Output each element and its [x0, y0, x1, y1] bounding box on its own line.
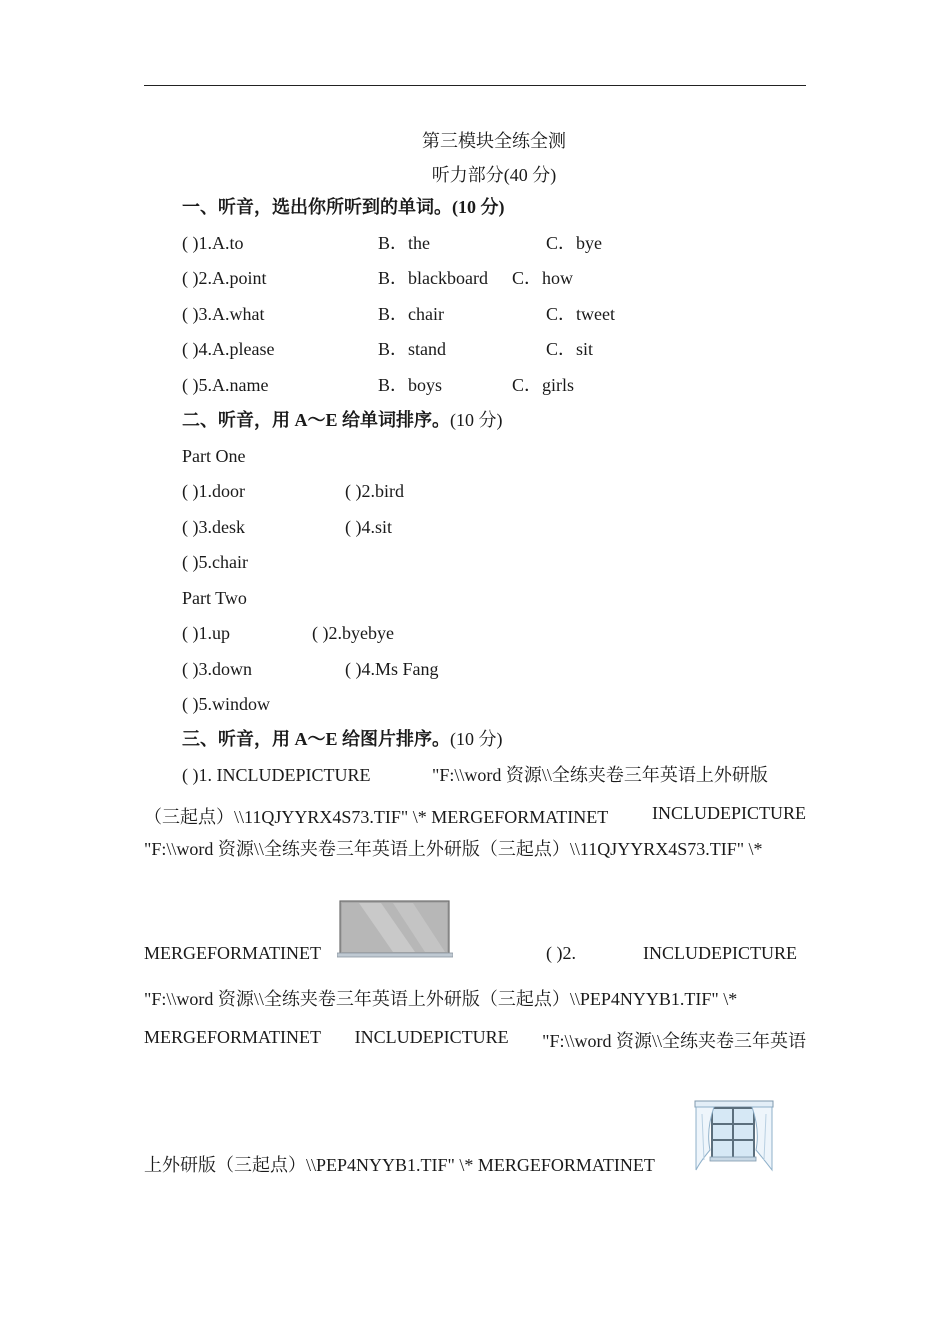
p1-item-3: ( )3.desk: [182, 517, 245, 537]
section2-heading-a: 二、听音，用: [182, 410, 295, 430]
section3-heading-range: A～E: [294, 729, 338, 749]
window-picture: [692, 1100, 776, 1172]
s3-line4-mid: ( )2.: [546, 943, 576, 963]
s3-line6-c: "F:\\word 资源\\全练夹卷三年英语: [542, 1031, 806, 1051]
p1-item-1: ( )1.door: [182, 481, 245, 501]
q1-option-b: B．the: [378, 233, 430, 253]
part-one-label: Part One: [182, 446, 246, 466]
s3-line7: 上外研版（三起点）\\PEP4NYYB1.TIF" \* MERGEFORMATINET: [144, 1155, 655, 1175]
section2-heading: [182, 411, 503, 429]
q5-option-c: C．girls: [512, 375, 575, 395]
section2-heading-range: A～E: [294, 410, 338, 430]
q3-option-a: ( )3.A.what: [182, 304, 265, 324]
s3-line1-right: "F:\\word 资源\\全练夹卷三年英语上外研版: [432, 765, 768, 785]
page-subtitle: 听力部分(40 分): [431, 165, 557, 185]
s3-line1-left: ( )1. INCLUDEPICTURE: [182, 765, 371, 785]
section2-heading-points: (10 分): [450, 410, 503, 430]
q5-option-a: ( )5.A.name: [182, 375, 269, 395]
p2-item-4: ( )4.Ms Fang: [345, 659, 439, 679]
page-title: 第三模块全练全测: [422, 131, 566, 151]
s3-line6: [144, 1027, 806, 1053]
s3-line6-a: MERGEFORMATINET: [144, 1027, 322, 1047]
s3-line4-left: MERGEFORMATINET: [144, 943, 322, 963]
p1-item-2: ( )2.bird: [345, 481, 404, 501]
q1-option-a: ( )1.A.to: [182, 233, 244, 253]
q5-option-b: B．boys: [378, 375, 443, 395]
s3-line5: "F:\\word 资源\\全练夹卷三年英语上外研版（三起点）\\PEP4NYYB1.TIF" \*: [144, 989, 738, 1009]
q3-option-c: C．tweet: [546, 304, 615, 324]
section3-heading-c: 给图片排序。: [337, 729, 451, 749]
s3-line4-right: INCLUDEPICTURE: [643, 943, 797, 963]
q4-option-c: C．sit: [546, 339, 594, 359]
s3-line2-right: INCLUDEPICTURE: [652, 803, 806, 823]
s3-line6-b: INCLUDEPICTURE: [354, 1027, 509, 1047]
p2-item-3: ( )3.down: [182, 659, 252, 679]
q4-option-a: ( )4.A.please: [182, 339, 275, 359]
section3-heading: [182, 730, 503, 748]
p2-item-1: ( )1.up: [182, 623, 230, 643]
s3-line2: [144, 803, 806, 829]
section1-heading: 一、听音，选出你所听到的单词。(10 分): [182, 197, 505, 217]
s3-line3: "F:\\word 资源\\全练夹卷三年英语上外研版（三起点）\\11QJYYRX4S73.TIF" \*: [144, 839, 763, 859]
q3-option-b: B．chair: [378, 304, 444, 324]
part-two-label: Part Two: [182, 588, 247, 608]
q1-option-c: C．bye: [546, 233, 602, 253]
section3-heading-a: 三、听音，用: [182, 729, 295, 749]
q2-option-c: C．how: [512, 268, 574, 288]
blackboard-picture: [337, 900, 453, 958]
section3-heading-points: (10 分): [450, 729, 503, 749]
q4-option-b: B．stand: [378, 339, 447, 359]
s3-line2-left: （三起点）\\11QJYYRX4S73.TIF" \* MERGEFORMATINET: [144, 807, 609, 827]
p1-item-4: ( )4.sit: [345, 517, 392, 537]
q2-option-b: B．blackboard: [378, 268, 488, 288]
p2-item-5: ( )5.window: [182, 694, 270, 714]
p2-item-2: ( )2.byebye: [312, 623, 394, 643]
header-rule: [144, 85, 806, 86]
section2-heading-c: 给单词排序。: [337, 410, 451, 430]
p1-item-5: ( )5.chair: [182, 552, 248, 572]
q2-option-a: ( )2.A.point: [182, 268, 267, 288]
